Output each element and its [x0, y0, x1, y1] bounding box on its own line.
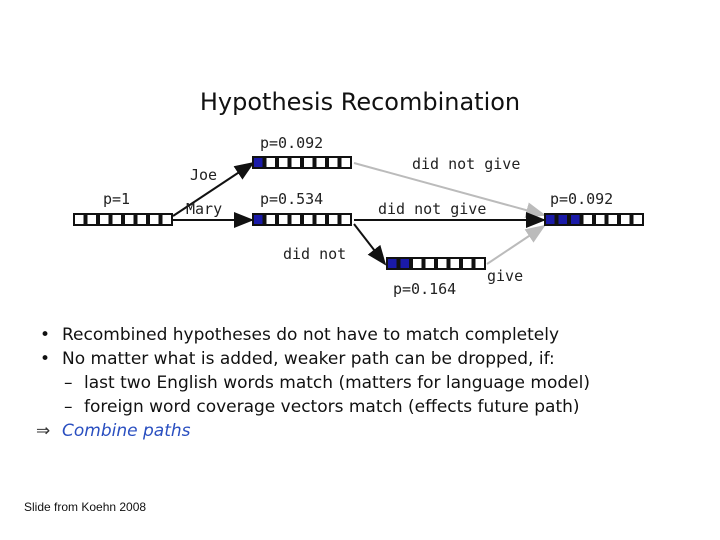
- implies-arrow-icon: ⇒: [36, 421, 51, 441]
- coverage-cell: [266, 214, 277, 225]
- coverage-cell: [400, 258, 411, 269]
- coverage-cell: [633, 214, 644, 225]
- coverage-cell: [558, 214, 569, 225]
- coverage-cell: [99, 214, 110, 225]
- coverage-cell: [291, 157, 302, 168]
- coverage-cell: [112, 214, 123, 225]
- edge-label-joe: Joe: [190, 166, 218, 184]
- bullet-item: [36, 347, 590, 371]
- coverage-cell: [608, 214, 619, 225]
- coverage-cell: [162, 214, 173, 225]
- hyp-didnot-prob: p=0.164: [393, 280, 457, 298]
- edge-label-mary-didnotgive: did not give: [378, 200, 487, 218]
- edge-label-joe-didnotgive: did not give: [412, 155, 521, 173]
- hyp-final-prob: p=0.092: [550, 190, 614, 208]
- coverage-cell: [266, 157, 277, 168]
- edge-label-mary: Mary: [186, 200, 223, 218]
- edge-mary-didnot: [354, 224, 385, 264]
- coverage-cell: [341, 214, 352, 225]
- coverage-cell: [425, 258, 436, 269]
- hyp-initial-prob: p=1: [103, 190, 131, 208]
- conclusion-text: Combine paths: [62, 421, 191, 441]
- coverage-cell: [545, 214, 556, 225]
- coverage-cell: [74, 214, 85, 225]
- coverage-cell: [328, 214, 339, 225]
- hyp-initial-bar: [74, 214, 172, 225]
- coverage-cell: [450, 258, 461, 269]
- subbullet-marker: –: [64, 397, 73, 417]
- hyp-didnot-bar: [387, 258, 485, 269]
- bullet-text: No matter what is added, weaker path can be dropped, if:: [62, 349, 555, 369]
- subbullet-item: [36, 395, 590, 419]
- bullet-list: [36, 323, 590, 443]
- coverage-cell: [278, 214, 289, 225]
- coverage-cell: [328, 157, 339, 168]
- subbullet-text: last two English words match (matters for language model): [84, 373, 590, 393]
- coverage-cell: [124, 214, 135, 225]
- hyp-mary-bar: [253, 214, 351, 225]
- coverage-cell: [303, 157, 314, 168]
- hyp-mary-prob: p=0.534: [260, 190, 324, 208]
- coverage-cell: [387, 258, 398, 269]
- subbullet-marker: –: [64, 373, 73, 393]
- bullet-item: [36, 323, 590, 347]
- coverage-cell: [475, 258, 486, 269]
- coverage-cell: [149, 214, 160, 225]
- slide-title: Hypothesis Recombination: [199, 88, 521, 116]
- hyp-joe-prob: p=0.092: [260, 134, 324, 152]
- coverage-cell: [278, 157, 289, 168]
- conclusion: [36, 419, 590, 443]
- coverage-cell: [316, 214, 327, 225]
- coverage-cell: [620, 214, 631, 225]
- subbullet-item: [36, 371, 590, 395]
- coverage-cell: [137, 214, 148, 225]
- coverage-cell: [341, 157, 352, 168]
- bullet-marker: •: [40, 349, 51, 369]
- coverage-cell: [253, 157, 264, 168]
- coverage-cell: [316, 157, 327, 168]
- coverage-cell: [570, 214, 581, 225]
- bullet-marker: •: [40, 325, 51, 345]
- edge-didnot-give: [487, 226, 544, 264]
- coverage-cell: [291, 214, 302, 225]
- coverage-cell: [303, 214, 314, 225]
- coverage-cell: [583, 214, 594, 225]
- coverage-cell: [595, 214, 606, 225]
- hyp-final-bar: [545, 214, 643, 225]
- subbullet-text: foreign word coverage vectors match (effects future path): [84, 397, 580, 417]
- hyp-joe-bar: [253, 157, 351, 168]
- coverage-cell: [87, 214, 98, 225]
- edge-label-didnot-give: give: [487, 267, 524, 285]
- coverage-cell: [437, 258, 448, 269]
- coverage-cell: [412, 258, 423, 269]
- slide-credit: Slide from Koehn 2008: [24, 500, 147, 514]
- coverage-cell: [462, 258, 473, 269]
- edge-label-mary-didnot: did not: [283, 245, 347, 263]
- bullet-text: Recombined hypotheses do not have to match completely: [62, 325, 560, 345]
- coverage-cell: [253, 214, 264, 225]
